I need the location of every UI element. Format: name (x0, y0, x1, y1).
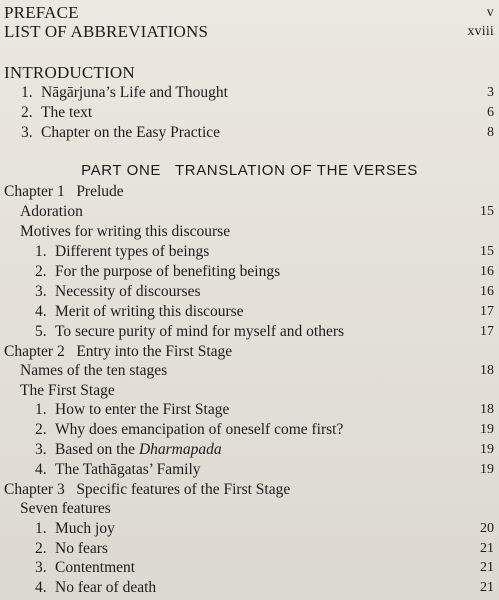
entry-label: Merit of writing this discourse (55, 303, 244, 320)
entry-page-number: v (486, 5, 494, 20)
toc-subheading-motives[interactable] (0, 222, 499, 242)
toc-entry[interactable] (0, 302, 499, 322)
entry-page-number: 15 (480, 244, 494, 259)
toc-heading-chapter-2[interactable] (0, 342, 499, 362)
entry-page-number: 16 (480, 264, 494, 279)
toc-heading-chapter-3[interactable] (0, 480, 499, 500)
entry-page-number: 3 (487, 85, 494, 100)
toc-entry[interactable] (0, 123, 499, 143)
entry-number: 1. (35, 401, 47, 418)
entry-page-number: 18 (480, 363, 494, 378)
toc-heading-introduction[interactable] (0, 63, 499, 83)
toc-heading-chapter-1[interactable] (0, 182, 499, 202)
chapter-title: Chapter 2 Entry into the First Stage (4, 343, 233, 360)
entry-label (55, 440, 222, 460)
entry-label: Necessity of discourses (55, 283, 201, 300)
toc-entry[interactable] (0, 83, 499, 103)
entry-label: Adoration (20, 203, 83, 220)
entry-label: How to enter the First Stage (55, 401, 230, 418)
entry-page-number: 18 (480, 402, 494, 417)
entry-number: 4. (35, 461, 47, 478)
toc-entry[interactable] (0, 578, 499, 598)
toc-entry[interactable] (0, 282, 499, 302)
entry-number: 2. (35, 421, 47, 438)
entry-number: 1. (35, 520, 47, 537)
entry-page-number: xviii (467, 24, 494, 39)
entry-number: 2. (35, 263, 47, 280)
entry-label: For the purpose of benefiting beings (55, 263, 281, 280)
entry-label: PREFACE (4, 3, 79, 22)
entry-page-number: 21 (480, 541, 494, 556)
entry-label: Contentment (55, 559, 136, 576)
entry-number: 2. (21, 104, 33, 121)
entry-label: Much joy (55, 520, 115, 537)
entry-label: Names of the ten stages (20, 362, 168, 379)
toc-entry-preface[interactable] (0, 3, 499, 23)
entry-page-number: 21 (480, 560, 494, 575)
entry-page-number: 17 (480, 304, 494, 319)
entry-number: 3. (35, 283, 47, 300)
entry-label: The First Stage (20, 382, 115, 399)
toc-entry[interactable] (0, 420, 499, 440)
entry-label: The Tathāgatas’ Family (55, 461, 201, 478)
toc-entry[interactable] (0, 519, 499, 539)
toc-entry-names[interactable] (0, 361, 499, 381)
entry-number: 5. (35, 323, 47, 340)
section-title: INTRODUCTION (4, 63, 135, 82)
part-one-heading: PART ONE TRANSLATION OF THE VERSES (81, 162, 418, 179)
entry-label-prefix: Based on the (55, 441, 139, 458)
chapter-title: Chapter 1 Prelude (4, 183, 124, 200)
toc-entry[interactable] (0, 440, 499, 460)
toc-entry[interactable] (0, 242, 499, 262)
toc-entry[interactable] (0, 262, 499, 282)
entry-page-number: 16 (480, 284, 494, 299)
toc-entry[interactable] (0, 400, 499, 420)
entry-label: LIST OF ABBREVIATIONS (4, 22, 209, 41)
toc-entry[interactable] (0, 103, 499, 123)
entry-label: Nāgārjuna’s Life and Thought (41, 84, 228, 101)
toc-entry[interactable] (0, 558, 499, 578)
entry-label-italic: Dharmapada (138, 441, 222, 458)
entry-label: No fear of death (55, 579, 157, 596)
toc-subheading-seven-features[interactable] (0, 499, 499, 519)
toc-entry[interactable] (0, 460, 499, 480)
entry-page-number: 8 (487, 125, 494, 140)
entry-label: Chapter on the Easy Practice (41, 124, 221, 141)
entry-number: 3. (35, 559, 47, 576)
toc-entry-adoration[interactable] (0, 202, 499, 222)
entry-label: Motives for writing this discourse (20, 223, 231, 240)
entry-label: Seven features (20, 500, 111, 517)
entry-label: Why does emancipation of oneself come first? (55, 421, 344, 438)
chapter-title: Chapter 3 Specific features of the First Stage (4, 481, 291, 498)
entry-number: 1. (21, 84, 33, 101)
entry-page-number: 19 (480, 422, 494, 437)
toc-subheading-first-stage[interactable] (0, 381, 499, 401)
entry-page-number: 17 (480, 324, 494, 339)
entry-page-number: 21 (480, 580, 494, 595)
entry-number: 4. (35, 579, 47, 596)
entry-number: 2. (35, 540, 47, 557)
entry-label: To secure purity of mind for myself and others (55, 323, 345, 340)
entry-number: 3. (21, 124, 33, 141)
toc-entry-abbreviations[interactable] (0, 22, 499, 42)
entry-page-number: 19 (480, 462, 494, 477)
entry-number: 4. (35, 303, 47, 320)
entry-label: Different types of beings (55, 243, 210, 260)
entry-page-number: 15 (480, 204, 494, 219)
entry-label: No fears (55, 540, 108, 557)
entry-page-number: 6 (487, 105, 494, 120)
toc-entry[interactable] (0, 322, 499, 342)
entry-label: The text (41, 104, 93, 121)
entry-page-number: 19 (480, 442, 494, 457)
entry-number: 3. (35, 441, 47, 458)
entry-number: 1. (35, 243, 47, 260)
toc-entry[interactable] (0, 539, 499, 559)
entry-page-number: 20 (480, 521, 494, 536)
